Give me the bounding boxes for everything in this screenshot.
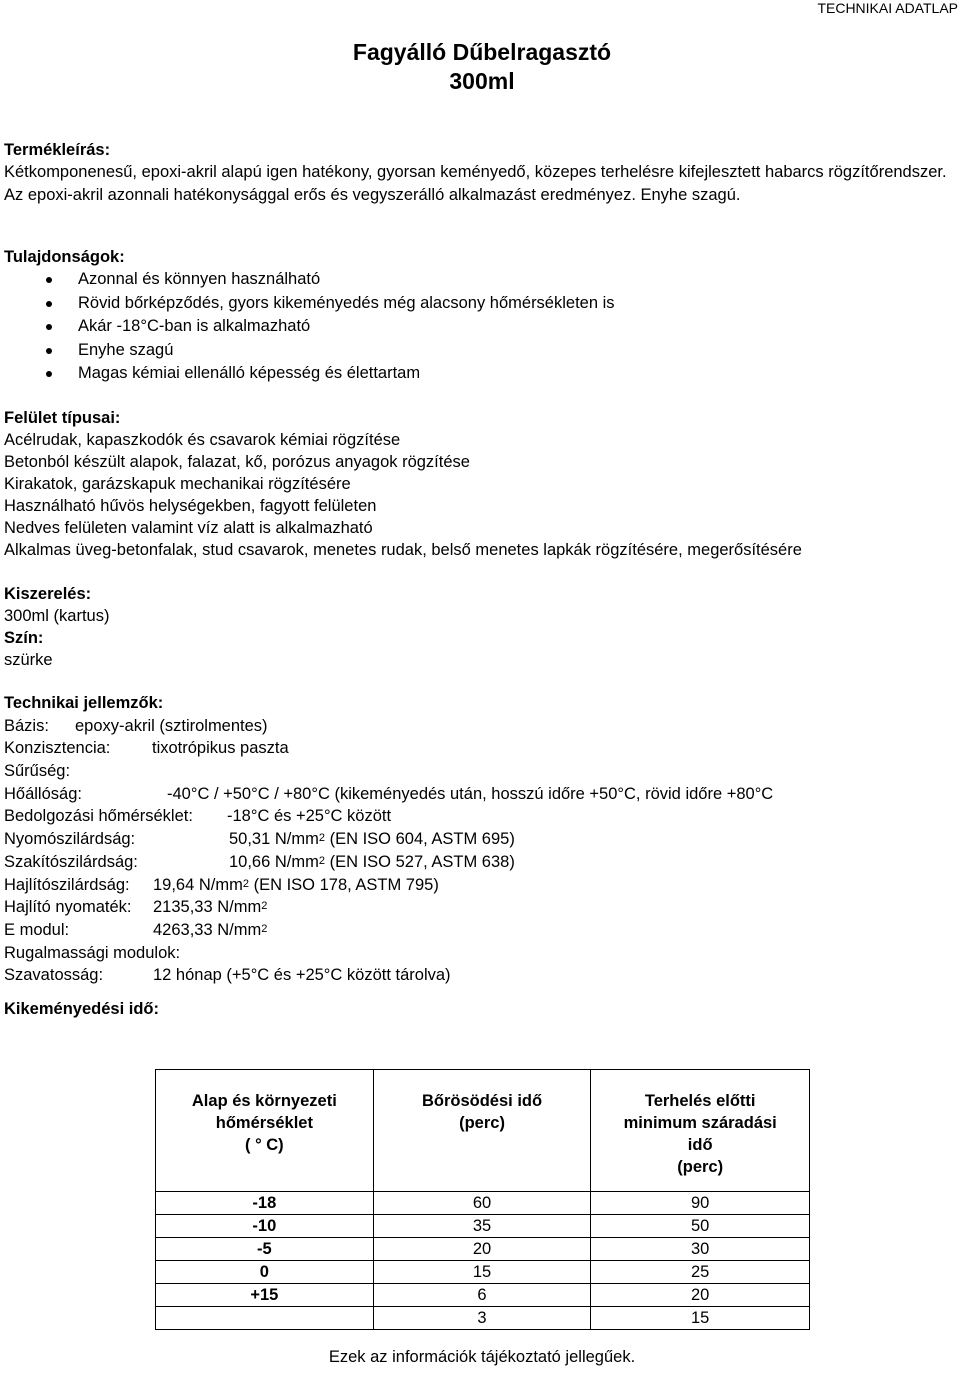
tech-row-worktemp (4, 805, 954, 828)
tech-label: Nyomószilárdság: (4, 830, 136, 849)
tech-row-elastic (4, 942, 954, 965)
superscript: 2 (318, 854, 325, 867)
table-cell: 50 (591, 1215, 810, 1238)
table-cell: -10 (156, 1215, 374, 1238)
tech-row-heat (4, 783, 954, 806)
title-line-1: Fagyálló Dűbelragasztó (352, 39, 612, 65)
tech-label: Konzisztencia: (4, 739, 111, 758)
table-row (156, 1192, 810, 1215)
value-text: 2135,33 N/mm (153, 898, 262, 917)
table-cell: 15 (591, 1307, 810, 1330)
properties-list (4, 268, 615, 386)
tech-value: tixotrópikus paszta (152, 739, 289, 758)
standard-text: (EN ISO 604, ASTM 695) (325, 830, 515, 849)
superscript: 2 (318, 832, 325, 845)
footer-note: Ezek az információk tájékoztató jellegűek. (328, 1348, 636, 1366)
tech-label: Bázis: (4, 716, 49, 735)
table-row (156, 1238, 810, 1261)
table-cell: -18 (156, 1192, 374, 1215)
header-line: (perc) (677, 1157, 724, 1176)
table-cell: -5 (156, 1238, 374, 1261)
table-cell: 0 (156, 1261, 374, 1284)
color-value: szürke (4, 651, 53, 669)
tech-row-bending (4, 896, 954, 919)
tech-value: -18°C és +25°C között (227, 807, 392, 826)
tech-heading-text: Technikai jellemzők: (4, 694, 164, 712)
table-cell (156, 1307, 374, 1330)
tech-value: epoxy-akril (sztirolmentes) (75, 716, 268, 735)
list-item: Kirakatok, garázskapuk mechanikai rögzítésére (4, 475, 351, 493)
tech-label: Hajlító nyomaték: (4, 898, 132, 917)
value-text: 10,66 N/mm (229, 852, 319, 871)
table-cell: 15 (373, 1261, 591, 1284)
header-line: Alap és környezeti (191, 1091, 337, 1110)
description-heading: Termékleírás: (4, 141, 111, 159)
packaging-heading: Kiszerelés: (4, 585, 92, 603)
list-item: Enyhe szagú (4, 339, 615, 363)
standard-text: (EN ISO 178, ASTM 795) (249, 875, 439, 894)
list-item: Betonból készült alapok, falazat, kő, porózus anyagok rögzítése (4, 453, 470, 471)
tech-row-consistency (4, 737, 954, 760)
table-row (156, 1215, 810, 1238)
header-line: idő (687, 1135, 713, 1154)
tech-value (229, 828, 515, 851)
tech-row-density (4, 760, 954, 783)
tech-label: Hajlítószilárdság: (4, 875, 130, 894)
list-item: Rövid bőrképződés, gyors kikeményedés még alacsony hőmérsékleten is (4, 292, 615, 316)
table-cell: +15 (156, 1284, 374, 1307)
tech-value (229, 851, 515, 874)
cure-table (155, 1069, 810, 1330)
tech-row-compressive (4, 828, 954, 851)
tech-value: 12 hónap (+5°C és +25°C között tárolva) (153, 966, 451, 985)
tech-value (153, 919, 267, 942)
tech-row-emodulus (4, 919, 954, 942)
description-text: Kétkomponenesű, epoxi-akril alapú igen hatékony, gyorsan keményedő, közepes terhelésre kifejlesztett habarcs rögzítőrendszer. Az epoxi-akril azonnali hatékonysággal erős és vegyszerálló alkalmazást eredményez. Enyhe szagú. (4, 163, 947, 204)
tech-label: Hőállóság: (4, 784, 82, 803)
table-cell: 6 (373, 1284, 591, 1307)
color-heading: Szín: (4, 629, 44, 647)
value-text: 50,31 N/mm (229, 830, 319, 849)
value-text: 4263,33 N/mm (153, 920, 262, 939)
value-text: 19,64 N/mm (153, 875, 243, 894)
table-cell: 25 (591, 1261, 810, 1284)
description-section (4, 139, 954, 207)
header-line: hőmérséklet (215, 1113, 313, 1132)
tech-section (4, 692, 954, 987)
table-header-cell (156, 1070, 374, 1192)
tech-value (153, 874, 439, 897)
table-header-cell (373, 1070, 591, 1192)
table-cell: 60 (373, 1192, 591, 1215)
tech-label: E modul: (4, 920, 70, 939)
list-item: Nedves felületen valamint víz alatt is alkalmazható (4, 519, 373, 537)
title-line-2: 300ml (449, 68, 515, 94)
header-line: ( ° C) (245, 1135, 284, 1154)
tech-label: Rugalmassági modulok: (4, 943, 181, 962)
table-cell: 30 (591, 1238, 810, 1261)
table-cell: 3 (373, 1307, 591, 1330)
tech-heading (4, 692, 954, 715)
table-cell: 90 (591, 1192, 810, 1215)
list-item: Magas kémiai ellenálló képesség és élettartam (4, 362, 615, 386)
table-row (156, 1261, 810, 1284)
superscript: 2 (242, 877, 249, 890)
header-line: (perc) (459, 1113, 505, 1132)
table-row (156, 1284, 810, 1307)
surfaces-section (4, 407, 802, 561)
cure-heading: Kikeményedési idő: (4, 1000, 159, 1018)
packaging-section (4, 583, 109, 671)
tech-label: Szakítószilárdság: (4, 852, 138, 871)
list-item: Acélrudak, kapaszkodók és csavarok kémiai rögzítése (4, 431, 401, 449)
superscript: 2 (261, 900, 268, 913)
list-item: Alkalmas üveg-betonfalak, stud csavarok, menetes rudak, belső menetes lapkák rögzítésére, megerősítésére (4, 541, 802, 559)
table-cell: 20 (373, 1238, 591, 1261)
header-line: Bőrösödési idő (421, 1091, 543, 1110)
tech-value: -40°C / +50°C / +80°C (kikeményedés után, hosszú időre +50°C, rövid időre +80°C (167, 784, 774, 803)
tech-value (153, 896, 267, 919)
table-header-cell (591, 1070, 810, 1192)
properties-heading: Tulajdonságok: (4, 248, 125, 266)
surfaces-heading: Felület típusai: (4, 409, 121, 427)
tech-label: Sűrűség: (4, 762, 71, 781)
table-row (156, 1307, 810, 1330)
superscript: 2 (261, 922, 268, 935)
list-item: Használható hűvös helységekben, fagyott felületen (4, 497, 377, 515)
tech-row-base (4, 715, 954, 738)
list-item: Azonnal és könnyen használható (4, 268, 615, 292)
tech-row-shelf (4, 964, 954, 987)
standard-text: (EN ISO 527, ASTM 638) (325, 852, 515, 871)
page-title (0, 38, 960, 96)
tech-label: Bedolgozási hőmérséklet: (4, 807, 193, 826)
tech-row-flexural (4, 874, 954, 897)
table-header-row (156, 1070, 810, 1192)
tech-label: Szavatosság: (4, 966, 104, 985)
header-line: minimum száradási (623, 1113, 777, 1132)
list-item: Akár -18°C-ban is alkalmazható (4, 315, 615, 339)
packaging-value: 300ml (kartus) (4, 607, 110, 625)
tech-row-tensile (4, 851, 954, 874)
header-label: TECHNIKAI ADATLAP (817, 0, 958, 16)
table-cell: 20 (591, 1284, 810, 1307)
header-line: Terhelés előtti (644, 1091, 756, 1110)
table-cell: 35 (373, 1215, 591, 1238)
properties-section (4, 246, 615, 386)
